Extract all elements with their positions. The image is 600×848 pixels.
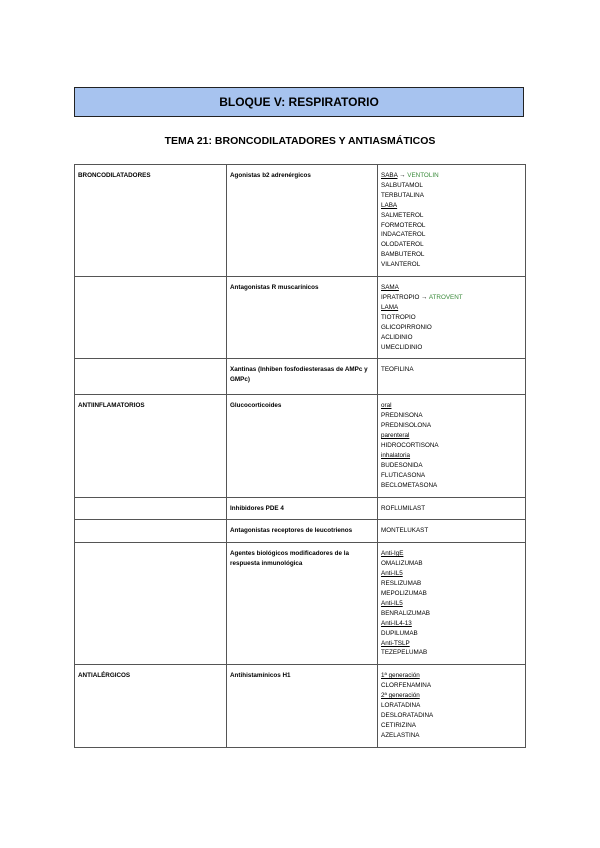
drug-list-cell xyxy=(378,359,526,395)
drug-line: BAMBUTEROL xyxy=(381,251,425,259)
drug-subgroup-label: oral xyxy=(381,402,392,410)
topic-title: TEMA 21: BRONCODILATADORES Y ANTIASMÁTICOS xyxy=(164,135,436,147)
drug-subgroup-label: parenteral xyxy=(381,432,410,440)
drug-line: AZELASTINA xyxy=(381,731,420,739)
drug-subgroup-label: Anti-TSLP xyxy=(381,639,410,647)
drug-class-cell: Antagonistas R muscarínicos xyxy=(227,277,378,359)
drug-list-cell xyxy=(378,543,526,665)
table-row xyxy=(75,359,526,395)
drug-table xyxy=(74,164,526,748)
category-cell: ANTIALÉRGICOS xyxy=(75,665,227,747)
table-row xyxy=(75,497,526,520)
drug-line: VILANTEROL xyxy=(381,261,421,269)
drug-line: GLICOPIRRONIO xyxy=(381,323,432,331)
drug-subgroup-label: LABA xyxy=(381,201,398,209)
drug-class-cell: Agentes biológicos modificadores de la respuesta inmunológica xyxy=(227,543,378,665)
drug-line: DESLORATADINA xyxy=(381,711,434,719)
drug-subgroup-label: SAMA xyxy=(381,284,399,292)
block-title: BLOQUE V: RESPIRATORIO xyxy=(219,95,379,109)
category-cell xyxy=(75,543,227,665)
category-cell xyxy=(75,277,227,359)
drug-class-cell: Inhibidores PDE 4 xyxy=(227,497,378,520)
drug-line: OLODATEROL xyxy=(381,241,424,249)
drug-subgroup-label: 2ª generación xyxy=(381,692,420,700)
drug-class-cell: Antihistamínicos H1 xyxy=(227,665,378,747)
drug-line: SALMETEROL xyxy=(381,211,424,219)
table-row xyxy=(75,520,526,543)
drug-class-cell: Xantinas (Inhiben fosfodiesterasas de AMPc y GMPc) xyxy=(227,359,378,395)
drug-line: UMECLIDINIO xyxy=(381,343,423,351)
drug-list-cell xyxy=(378,497,526,520)
block-title-banner xyxy=(74,87,524,117)
drug-list-cell xyxy=(378,165,526,277)
drug-line: TIOTROPIO xyxy=(381,313,416,321)
drug-line: RESLIZUMAB xyxy=(381,580,422,588)
drug-list-cell xyxy=(378,395,526,497)
drug-line: CETIRIZINA xyxy=(381,721,416,729)
drug-line: TEOFILINA xyxy=(381,366,414,374)
drug-line: FLUTICASONA xyxy=(381,471,426,479)
drug-line: IPRATROPIO → ATROVENT xyxy=(381,293,463,301)
drug-line: HIDROCORTISONA xyxy=(381,442,439,450)
drug-subgroup-label: Anti-IgE xyxy=(381,550,404,558)
drug-line: SALBUTAMOL xyxy=(381,181,423,189)
drug-subgroup-label: Anti-IL5 xyxy=(381,570,403,578)
drug-subgroup-label: Anti-IL4-13 xyxy=(381,619,412,627)
category-cell: ANTIINFLAMATORIOS xyxy=(75,395,227,497)
table-row xyxy=(75,395,526,497)
drug-class-cell: Agonistas b2 adrenérgicos xyxy=(227,165,378,277)
drug-list-cell xyxy=(378,665,526,747)
drug-line: ACLIDINIO xyxy=(381,333,413,341)
drug-line: FORMOTEROL xyxy=(381,221,426,229)
drug-line: ROFLUMILAST xyxy=(381,504,426,512)
drug-line: INDACATEROL xyxy=(381,231,426,239)
drug-class-cell: Antagonistas receptores de leucotrienos xyxy=(227,520,378,543)
category-cell: BRONCODILATADORES xyxy=(75,165,227,277)
drug-line: OMALIZUMAB xyxy=(381,560,423,568)
drug-line: MONTELUKAST xyxy=(381,527,429,535)
drug-line: TEZEPELUMAB xyxy=(381,649,428,657)
category-cell xyxy=(75,359,227,395)
drug-line: BENRALIZUMAB xyxy=(381,609,430,617)
category-cell xyxy=(75,520,227,543)
drug-line: PREDNISOLONA xyxy=(381,422,432,430)
table-row xyxy=(75,543,526,665)
table-row xyxy=(75,165,526,277)
drug-subgroup-label: Anti-IL5 xyxy=(381,599,403,607)
drug-list-cell xyxy=(378,277,526,359)
drug-subgroup-label: 1ª generación xyxy=(381,672,420,680)
table-row xyxy=(75,277,526,359)
drug-list-cell xyxy=(378,520,526,543)
drug-line: MEPOLIZUMAB xyxy=(381,590,427,597)
category-cell xyxy=(75,497,227,520)
drug-line: LORATADINA xyxy=(381,702,421,710)
drug-line: TERBUTALINA xyxy=(381,191,424,199)
drug-line: CLORFENAMINA xyxy=(381,682,432,690)
drug-line: BECLOMETASONA xyxy=(381,481,438,489)
drug-line: SABA → VENTOLIN xyxy=(381,172,439,179)
table-row xyxy=(75,665,526,747)
drug-class-cell: Glucocorticoides xyxy=(227,395,378,497)
drug-line: BUDESONIDA xyxy=(381,461,423,469)
drug-subgroup-label: LAMA xyxy=(381,303,399,311)
drug-subgroup-label: inhalatoria xyxy=(381,451,411,459)
drug-line: PREDNISONA xyxy=(381,412,423,420)
drug-line: DUPILUMAB xyxy=(381,629,418,637)
